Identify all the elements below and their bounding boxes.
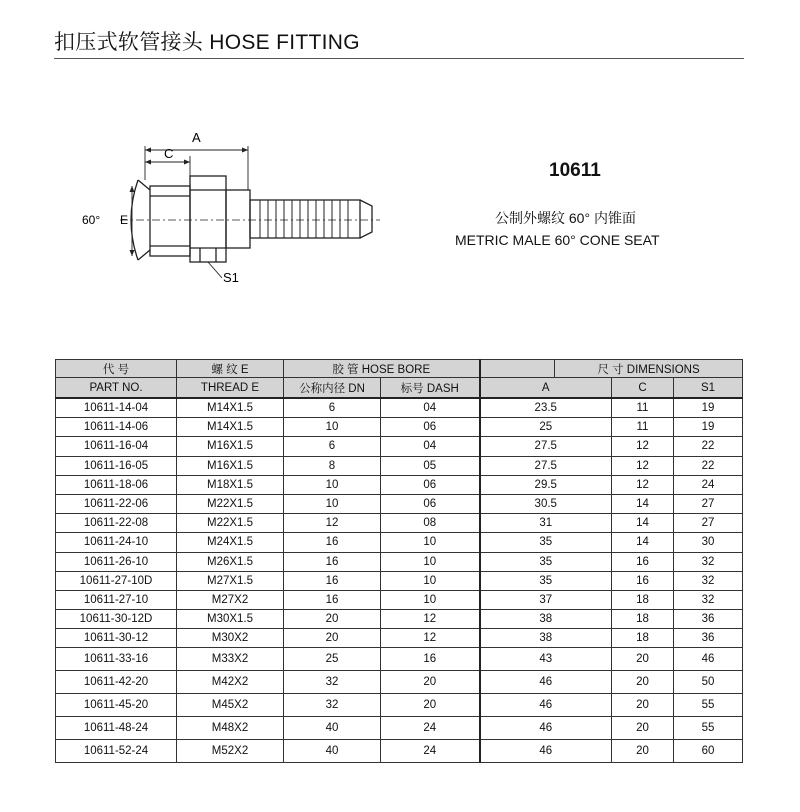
cell-s1: 30 <box>674 533 743 552</box>
cell-s1: 32 <box>674 590 743 609</box>
cell-c: 14 <box>612 494 674 513</box>
cell-part: 10611-52-24 <box>56 740 177 763</box>
cell-a: 38 <box>480 610 612 629</box>
cell-dn: 40 <box>284 717 381 740</box>
cell-dash: 05 <box>381 456 480 475</box>
cell-a: 30.5 <box>480 494 612 513</box>
table-row <box>56 398 743 418</box>
cell-dn: 10 <box>284 494 381 513</box>
cell-part: 10611-16-05 <box>56 456 177 475</box>
cell-dash: 24 <box>381 717 480 740</box>
dim-label-a: A <box>192 130 201 145</box>
cell-c: 14 <box>612 533 674 552</box>
cell-a: 31 <box>480 514 612 533</box>
cell-dash: 10 <box>381 571 480 590</box>
cell-a: 29.5 <box>480 475 612 494</box>
cell-c: 12 <box>612 456 674 475</box>
cell-s1: 22 <box>674 437 743 456</box>
fitting-drawing <box>80 120 410 290</box>
col-part-cn: 代 号 <box>56 360 177 378</box>
cell-part: 10611-33-16 <box>56 648 177 671</box>
cell-part: 10611-16-04 <box>56 437 177 456</box>
cell-thread: M22X1.5 <box>177 494 284 513</box>
cell-dash: 06 <box>381 494 480 513</box>
table-row <box>56 694 743 717</box>
cell-s1: 27 <box>674 514 743 533</box>
cell-a: 46 <box>480 671 612 694</box>
cell-dn: 6 <box>284 398 381 418</box>
cell-dn: 32 <box>284 671 381 694</box>
cell-a: 35 <box>480 552 612 571</box>
cell-dash: 08 <box>381 514 480 533</box>
cell-dn: 20 <box>284 629 381 648</box>
cell-thread: M22X1.5 <box>177 514 284 533</box>
cell-dn: 16 <box>284 552 381 571</box>
cell-part: 10611-24-10 <box>56 533 177 552</box>
col-blank <box>480 360 555 378</box>
cell-dn: 16 <box>284 590 381 609</box>
cell-c: 12 <box>612 475 674 494</box>
cell-s1: 46 <box>674 648 743 671</box>
cell-a: 38 <box>480 629 612 648</box>
cell-a: 35 <box>480 533 612 552</box>
cell-dash: 24 <box>381 740 480 763</box>
table-row <box>56 437 743 456</box>
cell-part: 10611-30-12D <box>56 610 177 629</box>
cell-thread: M14X1.5 <box>177 398 284 418</box>
cell-dash: 04 <box>381 437 480 456</box>
cell-dash: 10 <box>381 552 480 571</box>
cell-c: 20 <box>612 671 674 694</box>
cell-dn: 8 <box>284 456 381 475</box>
dim-label-s1: S1 <box>223 270 239 285</box>
cell-s1: 36 <box>674 610 743 629</box>
cell-s1: 32 <box>674 571 743 590</box>
cell-thread: M27X1.5 <box>177 571 284 590</box>
col-c: C <box>612 378 674 399</box>
cell-c: 11 <box>612 418 674 437</box>
table-row <box>56 571 743 590</box>
col-part-no: PART NO. <box>56 378 177 399</box>
cell-s1: 19 <box>674 418 743 437</box>
col-thread: THREAD E <box>177 378 284 399</box>
table-row <box>56 514 743 533</box>
cell-dash: 20 <box>381 694 480 717</box>
cell-c: 18 <box>612 590 674 609</box>
cell-c: 20 <box>612 717 674 740</box>
table-row <box>56 740 743 763</box>
col-hose-bore: 胶 管 HOSE BORE <box>284 360 480 378</box>
cell-part: 10611-42-20 <box>56 671 177 694</box>
cell-a: 43 <box>480 648 612 671</box>
cell-c: 14 <box>612 514 674 533</box>
cell-s1: 50 <box>674 671 743 694</box>
cell-part: 10611-27-10 <box>56 590 177 609</box>
table-row <box>56 533 743 552</box>
cell-a: 46 <box>480 740 612 763</box>
cell-c: 18 <box>612 629 674 648</box>
cell-s1: 60 <box>674 740 743 763</box>
col-dash: 标号 DASH <box>381 378 480 399</box>
cell-dn: 25 <box>284 648 381 671</box>
cell-s1: 19 <box>674 398 743 418</box>
table-row <box>56 552 743 571</box>
cell-a: 35 <box>480 571 612 590</box>
cell-thread: M45X2 <box>177 694 284 717</box>
cell-a: 23.5 <box>480 398 612 418</box>
table-row <box>56 629 743 648</box>
cell-part: 10611-26-10 <box>56 552 177 571</box>
spec-table <box>55 359 743 763</box>
cell-part: 10611-14-06 <box>56 418 177 437</box>
table-row <box>56 610 743 629</box>
cell-part: 10611-48-24 <box>56 717 177 740</box>
table-row <box>56 590 743 609</box>
description-en: METRIC MALE 60° CONE SEAT <box>455 232 660 248</box>
title-divider <box>54 58 744 59</box>
cell-dn: 12 <box>284 514 381 533</box>
cell-s1: 27 <box>674 494 743 513</box>
cell-dash: 10 <box>381 533 480 552</box>
spec-table-body <box>56 398 743 763</box>
cell-s1: 36 <box>674 629 743 648</box>
cell-s1: 55 <box>674 717 743 740</box>
table-row <box>56 494 743 513</box>
cell-thread: M42X2 <box>177 671 284 694</box>
col-thread-cn: 螺 纹 E <box>177 360 284 378</box>
cell-thread: M14X1.5 <box>177 418 284 437</box>
page-title: 扣压式软管接头 HOSE FITTING <box>54 31 360 54</box>
cell-c: 20 <box>612 648 674 671</box>
cell-dash: 20 <box>381 671 480 694</box>
cell-part: 10611-45-20 <box>56 694 177 717</box>
cell-a: 27.5 <box>480 456 612 475</box>
cell-dash: 12 <box>381 629 480 648</box>
part-number: 10611 <box>549 160 601 181</box>
cell-dash: 12 <box>381 610 480 629</box>
cell-dash: 06 <box>381 475 480 494</box>
cell-part: 10611-22-08 <box>56 514 177 533</box>
cell-s1: 24 <box>674 475 743 494</box>
cell-dn: 10 <box>284 475 381 494</box>
cell-c: 20 <box>612 694 674 717</box>
cell-a: 46 <box>480 694 612 717</box>
cell-s1: 32 <box>674 552 743 571</box>
cell-dash: 04 <box>381 398 480 418</box>
cell-s1: 55 <box>674 694 743 717</box>
cell-dn: 16 <box>284 571 381 590</box>
cell-dn: 16 <box>284 533 381 552</box>
cell-thread: M33X2 <box>177 648 284 671</box>
table-header-row-1 <box>56 360 743 378</box>
col-dimensions: 尺 寸 DIMENSIONS <box>555 360 743 378</box>
cell-dn: 40 <box>284 740 381 763</box>
dim-label-e: E <box>120 213 129 227</box>
cell-thread: M16X1.5 <box>177 456 284 475</box>
cell-part: 10611-27-10D <box>56 571 177 590</box>
table-header-row-2 <box>56 378 743 399</box>
table-row <box>56 671 743 694</box>
cell-thread: M30X2 <box>177 629 284 648</box>
table-row <box>56 717 743 740</box>
cell-dn: 6 <box>284 437 381 456</box>
cell-thread: M30X1.5 <box>177 610 284 629</box>
cell-c: 12 <box>612 437 674 456</box>
cell-thread: M26X1.5 <box>177 552 284 571</box>
cell-c: 20 <box>612 740 674 763</box>
cell-part: 10611-14-04 <box>56 398 177 418</box>
cell-thread: M52X2 <box>177 740 284 763</box>
description-cn: 公制外螺纹 60° 内锥面 <box>495 210 636 226</box>
cell-c: 18 <box>612 610 674 629</box>
cell-dn: 32 <box>284 694 381 717</box>
cell-a: 27.5 <box>480 437 612 456</box>
cell-part: 10611-22-06 <box>56 494 177 513</box>
dim-label-c: C <box>164 146 174 161</box>
cell-thread: M16X1.5 <box>177 437 284 456</box>
cell-part: 10611-18-06 <box>56 475 177 494</box>
cell-thread: M27X2 <box>177 590 284 609</box>
cell-a: 37 <box>480 590 612 609</box>
cell-dn: 10 <box>284 418 381 437</box>
table-row <box>56 475 743 494</box>
cell-dash: 16 <box>381 648 480 671</box>
col-a: A <box>480 378 612 399</box>
table-row <box>56 456 743 475</box>
cell-thread: M18X1.5 <box>177 475 284 494</box>
cell-dash: 10 <box>381 590 480 609</box>
cell-dn: 20 <box>284 610 381 629</box>
table-row <box>56 418 743 437</box>
cell-thread: M48X2 <box>177 717 284 740</box>
cell-s1: 22 <box>674 456 743 475</box>
cell-c: 16 <box>612 552 674 571</box>
col-dn: 公称内径 DN <box>284 378 381 399</box>
cell-c: 11 <box>612 398 674 418</box>
cell-part: 10611-30-12 <box>56 629 177 648</box>
cell-c: 16 <box>612 571 674 590</box>
col-s1: S1 <box>674 378 743 399</box>
cell-thread: M24X1.5 <box>177 533 284 552</box>
table-row <box>56 648 743 671</box>
cell-a: 25 <box>480 418 612 437</box>
cell-a: 46 <box>480 717 612 740</box>
angle-label: 60° <box>82 213 101 227</box>
cell-dash: 06 <box>381 418 480 437</box>
